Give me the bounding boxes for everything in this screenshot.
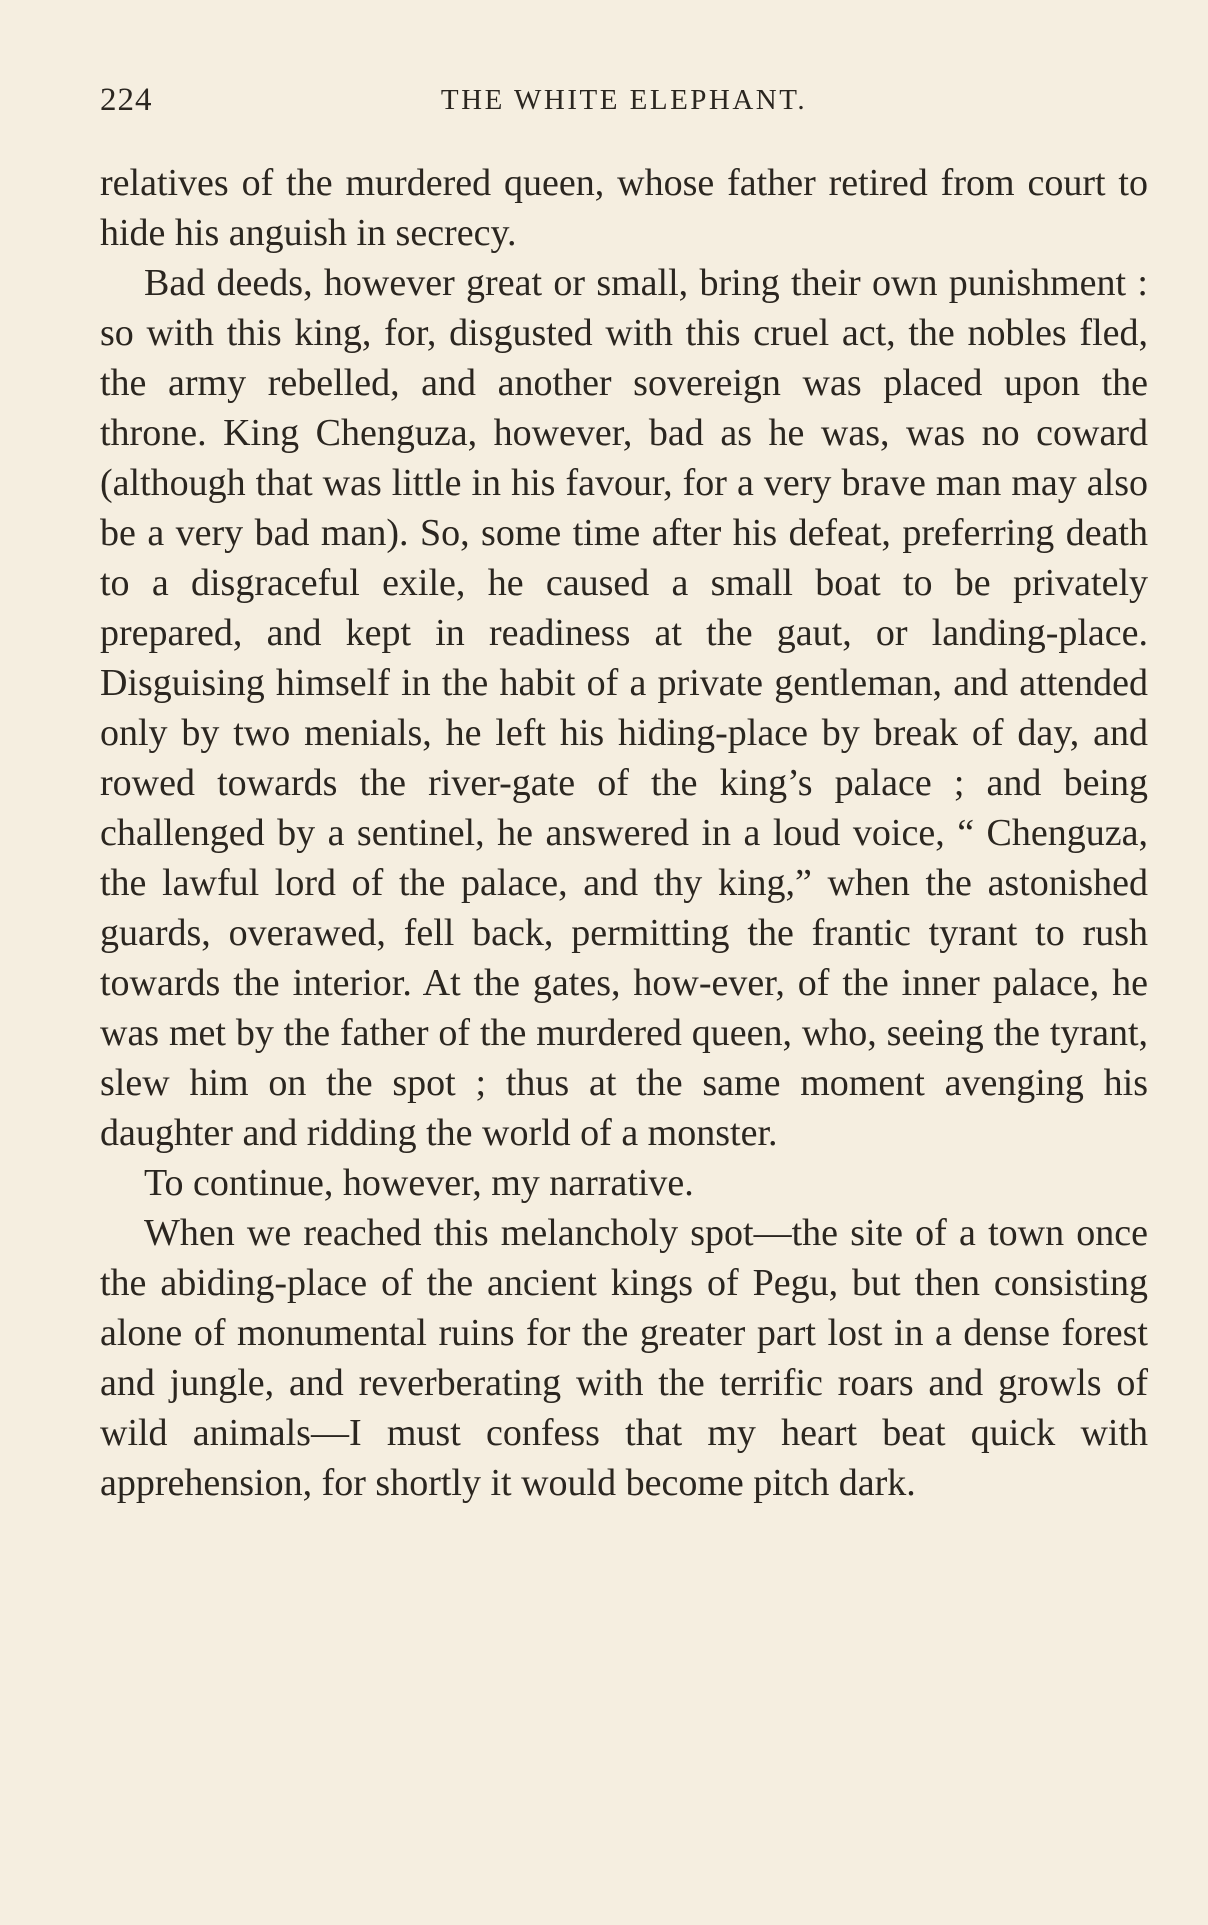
paragraph-narrative: To continue, however, my narrative. [144, 1162, 694, 1204]
paragraph-chenguza: Bad deeds, however great or small, bring their own punishment : so with this king, for, disgusted with this cruel act, the nobles fled, the army rebelled, and another sovereign was placed upon the throne. King Chenguza, however, bad as he was, was no coward (although that was little in his favour, for a very brave man may also be a very bad man). So, some time after his defeat, preferring death to a disgraceful exile, he caused a small boat to be privately prepared, and kept in readiness at the gaut, or landing-place. Disguising himself in the habit of a private gentleman, and attended only by two menials, he left his hiding-place by break of day, and rowed towards the river-gate of the king’s palace ; and being challenged by a sentinel, he answered in a loud voice, “ Chenguza, the lawful lord of the palace, and thy king,” when the astonished guards, overawed, fell back, permitting the frantic tyrant to rush towards the interior. At the gates, how-ever, of the inner palace, he was met by the father of the murdered queen, who, seeing the tyrant, slew him on the spot ; thus at the same moment avenging his daughter and ridding the world of a monster. [100, 262, 1148, 1154]
body-text [100, 158, 1148, 1508]
running-title: THE WHITE ELEPHANT. [440, 84, 808, 116]
running-head [100, 82, 1148, 122]
page-number: 224 [100, 82, 153, 118]
paragraph-continued: relatives of the murdered queen, whose father retired from court to hide his anguish in secrecy. [100, 162, 1148, 254]
paragraph-arrival: When we reached this melancholy spot—the site of a town once the abiding-place of the ancient kings of Pegu, but then consisting alone of monumental ruins for the greater part lost in a dense forest and jungle, and reverberating with the terrific roars and growls of wild animals—I must confess that my heart beat quick with apprehension, for shortly it would become pitch dark. [100, 1212, 1148, 1504]
